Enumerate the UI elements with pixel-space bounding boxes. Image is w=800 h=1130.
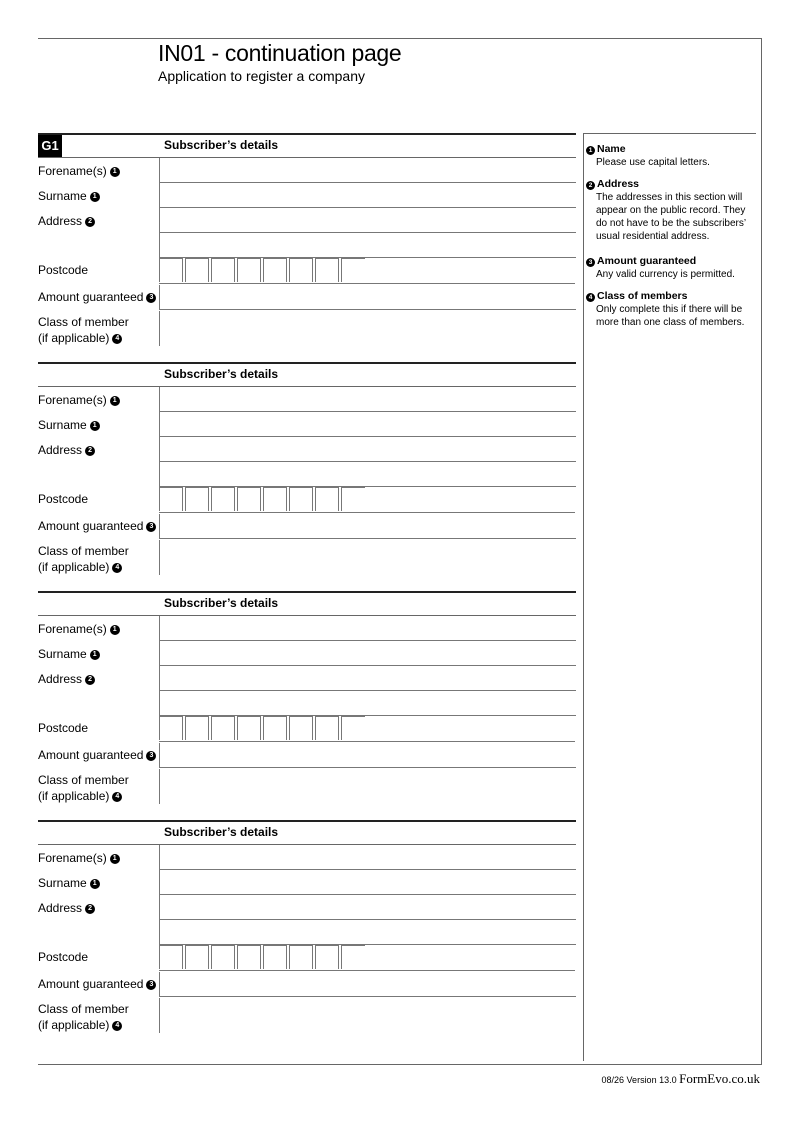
section-badge: G1 [38, 135, 62, 157]
surname-label-text: Surname [38, 647, 87, 661]
marker-icon: 3 [586, 258, 595, 267]
address-line-1-input[interactable] [159, 895, 576, 920]
postcode-cell[interactable] [263, 258, 287, 282]
bottom-rule [38, 1064, 761, 1065]
forename-label-text: Forename(s) [38, 164, 107, 178]
section-heading: Subscriber’s details [164, 596, 279, 610]
marker-icon: 1 [110, 854, 120, 864]
amount-input[interactable] [159, 285, 576, 310]
class-label [38, 772, 129, 804]
postcode-cell[interactable] [341, 487, 365, 511]
note-body: Only complete this if there will be more than one class of members. [596, 304, 745, 328]
marker-icon: 2 [586, 181, 595, 190]
class-label-line1: Class of member [38, 1002, 129, 1016]
forename-input[interactable] [159, 387, 576, 412]
top-rule [38, 38, 761, 39]
marker-icon: 1 [90, 650, 100, 660]
address-line-1-input[interactable] [159, 208, 576, 233]
marker-icon: 4 [112, 1021, 122, 1031]
class-input[interactable] [159, 540, 576, 575]
forename-label-text: Forename(s) [38, 851, 107, 865]
marker-icon: 2 [85, 217, 95, 227]
marker-icon: 3 [146, 522, 156, 532]
address-line-1-input[interactable] [159, 437, 576, 462]
marker-icon: 3 [146, 980, 156, 990]
forename-label [38, 621, 120, 637]
postcode-label: Postcode [38, 492, 89, 506]
postcode-cell[interactable] [315, 945, 339, 969]
note-title: Class of members [597, 290, 688, 302]
postcode-cell[interactable] [341, 945, 365, 969]
amount-label-text: Amount guaranteed [38, 748, 144, 762]
note-body: Any valid currency is permitted. [596, 269, 735, 280]
surname-label-text: Surname [38, 418, 87, 432]
postcode-cell[interactable] [185, 487, 209, 511]
note-title: Name [597, 143, 626, 155]
amount-label-text: Amount guaranteed [38, 977, 144, 991]
subscriber-section-4 [38, 820, 576, 1040]
forename-input[interactable] [159, 158, 576, 183]
postcode-cell[interactable] [185, 258, 209, 282]
amount-label [38, 518, 156, 534]
section-rule [38, 591, 576, 593]
surname-input[interactable] [159, 641, 576, 666]
sidebar-divider [583, 133, 584, 1061]
postcode-cell[interactable] [185, 716, 209, 740]
marker-icon: 1 [90, 421, 100, 431]
marker-icon: 4 [112, 563, 122, 573]
class-input[interactable] [159, 998, 576, 1033]
address-label-text: Address [38, 672, 83, 686]
address-label-text: Address [38, 901, 83, 915]
surname-label [38, 875, 100, 891]
postcode-cell[interactable] [159, 258, 183, 282]
forename-label [38, 163, 120, 179]
class-input[interactable] [159, 769, 576, 804]
marker-icon: 1 [90, 192, 100, 202]
class-label-line2: (if applicable) [38, 789, 110, 803]
subscriber-section-1 [38, 133, 576, 353]
class-label [38, 1001, 129, 1033]
note-class [586, 290, 758, 329]
note-amount [586, 255, 758, 281]
class-label [38, 543, 129, 575]
class-label-line1: Class of member [38, 315, 129, 329]
marker-icon: 2 [85, 675, 95, 685]
address-label [38, 671, 95, 687]
note-body: The addresses in this section will appear on the public record. They do not have to be the subscribers’ usual residential address. [596, 192, 746, 242]
address-line-2-input[interactable] [159, 691, 576, 716]
postcode-input[interactable] [159, 258, 575, 284]
subscriber-section-2 [38, 362, 576, 582]
note-address [586, 178, 758, 243]
postcode-cell[interactable] [237, 945, 261, 969]
surname-label [38, 188, 100, 204]
class-label [38, 314, 129, 346]
marker-icon: 3 [146, 293, 156, 303]
page-subtitle: Application to register a company [158, 68, 365, 84]
forename-input[interactable] [159, 616, 576, 641]
postcode-label: Postcode [38, 721, 89, 735]
postcode-input[interactable] [159, 945, 575, 971]
marker-icon: 4 [112, 792, 122, 802]
section-rule [38, 820, 576, 822]
address-label [38, 900, 95, 916]
postcode-cell[interactable] [289, 258, 313, 282]
address-label [38, 213, 95, 229]
amount-input[interactable] [159, 514, 576, 539]
note-title: Amount guaranteed [597, 255, 697, 267]
marker-icon: 1 [90, 879, 100, 889]
marker-icon: 4 [586, 293, 595, 302]
postcode-cell[interactable] [211, 945, 235, 969]
postcode-cell[interactable] [159, 716, 183, 740]
class-label-line2: (if applicable) [38, 331, 110, 345]
subscriber-section-3 [38, 591, 576, 811]
section-rule [38, 133, 576, 135]
class-label-line1: Class of member [38, 773, 129, 787]
postcode-label: Postcode [38, 950, 89, 964]
amount-label [38, 976, 156, 992]
amount-input[interactable] [159, 972, 576, 997]
amount-label [38, 289, 156, 305]
page-title: IN01 - continuation page [158, 40, 402, 66]
surname-input[interactable] [159, 870, 576, 895]
postcode-cell[interactable] [211, 716, 235, 740]
postcode-cell[interactable] [289, 945, 313, 969]
footer [602, 1071, 760, 1087]
surname-label-text: Surname [38, 189, 87, 203]
class-label-line2: (if applicable) [38, 560, 110, 574]
postcode-cell[interactable] [289, 487, 313, 511]
postcode-label: Postcode [38, 263, 89, 277]
version-text: 08/26 Version 13.0 [601, 1075, 677, 1085]
postcode-cell[interactable] [159, 487, 183, 511]
surname-label-text: Surname [38, 876, 87, 890]
forename-input[interactable] [159, 845, 576, 870]
surname-label [38, 417, 100, 433]
postcode-cell[interactable] [237, 487, 261, 511]
postcode-cell[interactable] [211, 487, 235, 511]
postcode-cell[interactable] [237, 258, 261, 282]
marker-icon: 1 [110, 167, 120, 177]
forename-label-text: Forename(s) [38, 393, 107, 407]
sidebar-top-rule [584, 133, 756, 134]
address-line-2-input[interactable] [159, 462, 576, 487]
surname-label [38, 646, 100, 662]
address-line-2-input[interactable] [159, 233, 576, 258]
postcode-cell[interactable] [289, 716, 313, 740]
note-name [586, 143, 758, 169]
section-rule [38, 362, 576, 364]
postcode-cell[interactable] [237, 716, 261, 740]
forename-label [38, 392, 120, 408]
surname-input[interactable] [159, 183, 576, 208]
note-body: Please use capital letters. [596, 157, 710, 168]
postcode-cell[interactable] [315, 487, 339, 511]
address-label [38, 442, 95, 458]
amount-label [38, 747, 156, 763]
class-label-line1: Class of member [38, 544, 129, 558]
address-line-1-input[interactable] [159, 666, 576, 691]
postcode-cell[interactable] [315, 716, 339, 740]
amount-label-text: Amount guaranteed [38, 290, 144, 304]
address-line-2-input[interactable] [159, 920, 576, 945]
marker-icon: 4 [112, 334, 122, 344]
postcode-cell[interactable] [185, 945, 209, 969]
postcode-cell[interactable] [263, 945, 287, 969]
address-label-text: Address [38, 214, 83, 228]
class-input[interactable] [159, 311, 576, 346]
forename-label-text: Forename(s) [38, 622, 107, 636]
class-label-line2: (if applicable) [38, 1018, 110, 1032]
amount-label-text: Amount guaranteed [38, 519, 144, 533]
section-heading: Subscriber’s details [164, 367, 279, 381]
surname-input[interactable] [159, 412, 576, 437]
note-title: Address [597, 178, 640, 190]
postcode-cell[interactable] [211, 258, 235, 282]
postcode-input[interactable] [159, 487, 575, 513]
postcode-cell[interactable] [341, 258, 365, 282]
postcode-cell[interactable] [263, 716, 287, 740]
marker-icon: 3 [146, 751, 156, 761]
address-label-text: Address [38, 443, 83, 457]
amount-input[interactable] [159, 743, 576, 768]
marker-icon: 1 [110, 396, 120, 406]
postcode-cell[interactable] [341, 716, 365, 740]
section-heading: Subscriber’s details [164, 825, 279, 839]
marker-icon: 2 [85, 904, 95, 914]
marker-icon: 2 [85, 446, 95, 456]
marker-icon: 1 [586, 146, 595, 155]
postcode-cell[interactable] [263, 487, 287, 511]
postcode-cell[interactable] [315, 258, 339, 282]
right-border [761, 38, 762, 1065]
brand-text: FormEvo.co.uk [679, 1071, 760, 1086]
section-heading: Subscriber’s details [164, 138, 279, 152]
forename-label [38, 850, 120, 866]
marker-icon: 1 [110, 625, 120, 635]
postcode-cell[interactable] [159, 945, 183, 969]
postcode-input[interactable] [159, 716, 575, 742]
